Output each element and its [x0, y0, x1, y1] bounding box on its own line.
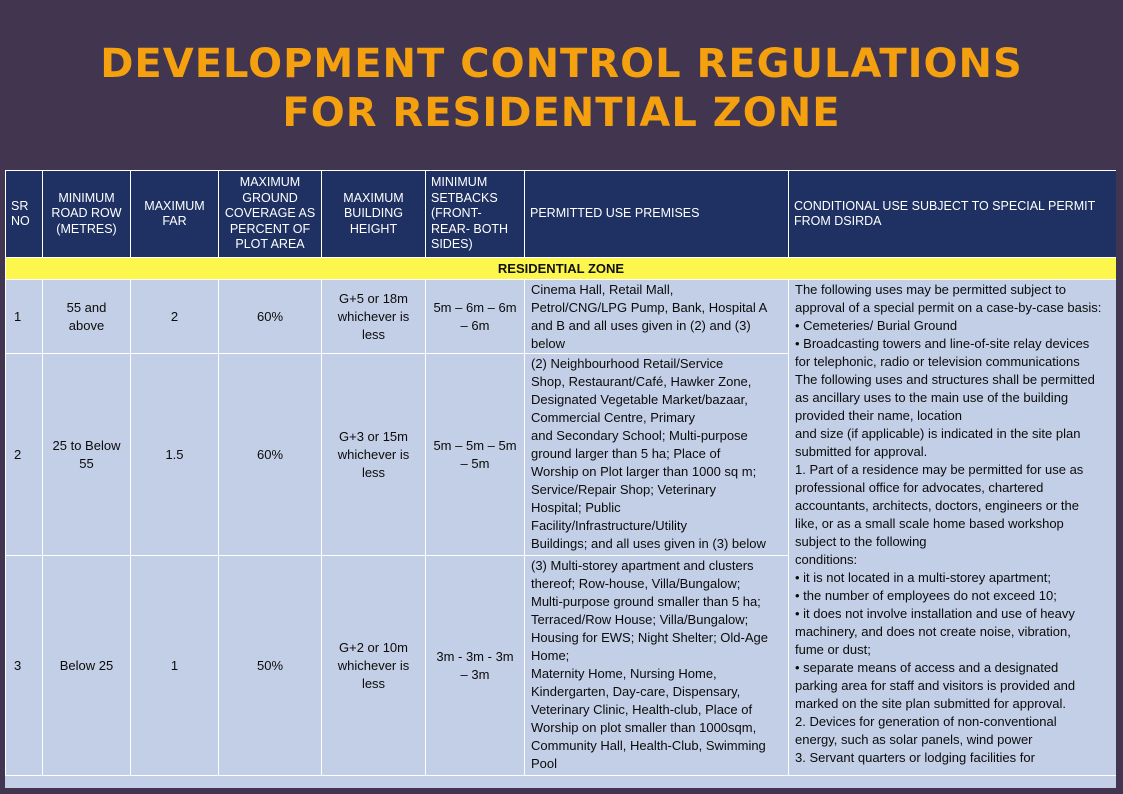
- coverage-cell: 60%: [219, 280, 322, 354]
- conditional-line: • separate means of access and a designated: [795, 660, 1059, 675]
- use-line: Worship on Plot larger than 1000 sq m;: [531, 464, 757, 479]
- conditional-line: parking area for staff and visitors is provided and: [795, 678, 1076, 693]
- use-line: Worship on plot smaller than 1000sqm,: [531, 720, 757, 735]
- conditional-line: • the number of employees do not exceed 10;: [795, 588, 1057, 603]
- conditional-line: energy, such as solar panels, wind power: [795, 732, 1033, 747]
- use-line: Pool: [531, 756, 558, 771]
- coverage-cell: 60%: [219, 354, 322, 556]
- road-row-cell: 25 to Below 55: [43, 354, 131, 556]
- header-permitted-uses: PERMITTED USE PREMISES: [525, 171, 789, 258]
- conditional-line: The following uses may be permitted subject to: [795, 282, 1066, 297]
- conditional-line: professional office for advocates, chartered: [795, 480, 1044, 495]
- sr-no-cell: 2: [6, 354, 43, 556]
- use-line: Hospital; Public: [531, 500, 621, 515]
- conditional-line: conditions:: [795, 552, 858, 567]
- conditional-line: as ancillary uses to the main use of the building: [795, 390, 1069, 405]
- use-line: Multi-purpose ground smaller than 5 ha;: [531, 594, 761, 609]
- coverage-cell: 50%: [219, 556, 322, 776]
- far-cell: 2: [131, 280, 219, 354]
- use-line: thereof; Row-house, Villa/Bungalow;: [531, 576, 741, 591]
- header-road-row: MINIMUM ROAD ROW (METRES): [43, 171, 131, 258]
- conditional-line: subject to the following: [795, 534, 927, 549]
- conditional-line: and size (if applicable) is indicated in the site plan: [795, 426, 1081, 441]
- header-building-height: MAXIMUM BUILDING HEIGHT: [322, 171, 426, 258]
- road-row-cell: Below 25: [43, 556, 131, 776]
- use-line: (3) Multi-storey apartment and clusters: [531, 558, 754, 573]
- use-line: Maternity Home, Nursing Home,: [531, 666, 717, 681]
- conditional-uses-cell: [789, 280, 1117, 776]
- conditional-line: • Broadcasting towers and line-of-site relay devices: [795, 336, 1090, 351]
- sr-no-cell: 3: [6, 556, 43, 776]
- conditional-line: • Cemeteries/ Burial Ground: [795, 318, 958, 333]
- height-cell: G+3 or 15m whichever is less: [322, 354, 426, 556]
- conditional-line: approval of a special permit on a case-by-case basis:: [795, 300, 1102, 315]
- setbacks-cell: 3m - 3m - 3m – 3m: [426, 556, 525, 776]
- conditional-line: The following uses and structures shall be permitted: [795, 372, 1095, 387]
- zone-label: RESIDENTIAL ZONE: [6, 258, 1117, 280]
- zone-row: [6, 258, 1117, 280]
- use-line: Cinema Hall, Retail Mall,: [531, 282, 674, 297]
- table-row: [6, 280, 1117, 354]
- far-cell: 1.5: [131, 354, 219, 556]
- use-line: Buildings; and all uses given in (3) below: [531, 536, 766, 551]
- use-line: Kindergarten, Day-care, Dispensary,: [531, 684, 741, 699]
- use-line: and B and all uses given in (2) and (3): [531, 318, 751, 333]
- permitted-uses-cell: [525, 280, 789, 354]
- conditional-line: fume or dust;: [795, 642, 871, 657]
- use-line: Shop, Restaurant/Café, Hawker Zone,: [531, 374, 752, 389]
- use-line: below: [531, 336, 565, 351]
- conditional-line: like, or as a small scale home based workshop: [795, 516, 1064, 531]
- setbacks-cell: 5m – 5m – 5m – 5m: [426, 354, 525, 556]
- conditional-line: submitted for approval.: [795, 444, 928, 459]
- use-line: Facility/Infrastructure/Utility: [531, 518, 688, 533]
- header-ground-coverage: MAXIMUM GROUND COVERAGE AS PERCENT OF PLOT AREA: [219, 171, 322, 258]
- header-sr-no: SR NO: [6, 171, 43, 258]
- use-line: Designated Vegetable Market/bazaar,: [531, 392, 748, 407]
- regulations-table: [5, 170, 1116, 776]
- conditional-line: • it is not located in a multi-storey apartment;: [795, 570, 1051, 585]
- conditional-line: 2. Devices for generation of non-conventional: [795, 714, 1057, 729]
- permitted-uses-cell: [525, 556, 789, 776]
- height-cell: G+2 or 10m whichever is less: [322, 556, 426, 776]
- conditional-line: 1. Part of a residence may be permitted for use as: [795, 462, 1084, 477]
- header-setbacks: MINIMUM SETBACKS (FRONT- REAR- BOTH SIDES): [426, 171, 525, 258]
- conditional-line: • it does not involve installation and use of heavy: [795, 606, 1075, 621]
- use-line: Community Hall, Health-Club, Swimming: [531, 738, 766, 753]
- header-max-far: MAXIMUM FAR: [131, 171, 219, 258]
- regulations-table-container: [5, 170, 1116, 788]
- conditional-line: marked on the site plan submitted for approval.: [795, 696, 1066, 711]
- road-row-cell: 55 and above: [43, 280, 131, 354]
- conditional-line: accountants, architects, doctors, engineers or the: [795, 498, 1079, 513]
- permitted-uses-cell: [525, 354, 789, 556]
- conditional-line: for telephonic, radio or television communications: [795, 354, 1080, 369]
- height-cell: G+5 or 18m whichever is less: [322, 280, 426, 354]
- use-line: and Secondary School; Multi-purpose: [531, 428, 748, 443]
- use-line: Petrol/CNG/LPG Pump, Bank, Hospital A: [531, 300, 768, 315]
- header-row: [6, 171, 1117, 258]
- conditional-line: machinery, and does not create noise, vibration,: [795, 624, 1071, 639]
- setbacks-cell: 5m – 6m – 6m – 6m: [426, 280, 525, 354]
- header-conditional-uses: CONDITIONAL USE SUBJECT TO SPECIAL PERMIT FROM DSIRDA: [789, 171, 1117, 258]
- use-line: (2) Neighbourhood Retail/Service: [531, 356, 724, 371]
- page-title: [0, 40, 1123, 138]
- far-cell: 1: [131, 556, 219, 776]
- title-line-1: DEVELOPMENT CONTROL REGULATIONS: [100, 41, 1023, 87]
- use-line: Veterinary Clinic, Health-club, Place of: [531, 702, 753, 717]
- use-line: Housing for EWS; Night Shelter; Old-Age: [531, 630, 768, 645]
- conditional-line: provided their name, location: [795, 408, 962, 423]
- use-line: Service/Repair Shop; Veterinary: [531, 482, 716, 497]
- use-line: Terraced/Row House; Villa/Bungalow;: [531, 612, 749, 627]
- use-line: Home;: [531, 648, 570, 663]
- use-line: ground larger than 5 ha; Place of: [531, 446, 721, 461]
- title-line-2: FOR RESIDENTIAL ZONE: [282, 90, 841, 136]
- sr-no-cell: 1: [6, 280, 43, 354]
- conditional-line: 3. Servant quarters or lodging facilities for: [795, 750, 1035, 765]
- use-line: Commercial Centre, Primary: [531, 410, 695, 425]
